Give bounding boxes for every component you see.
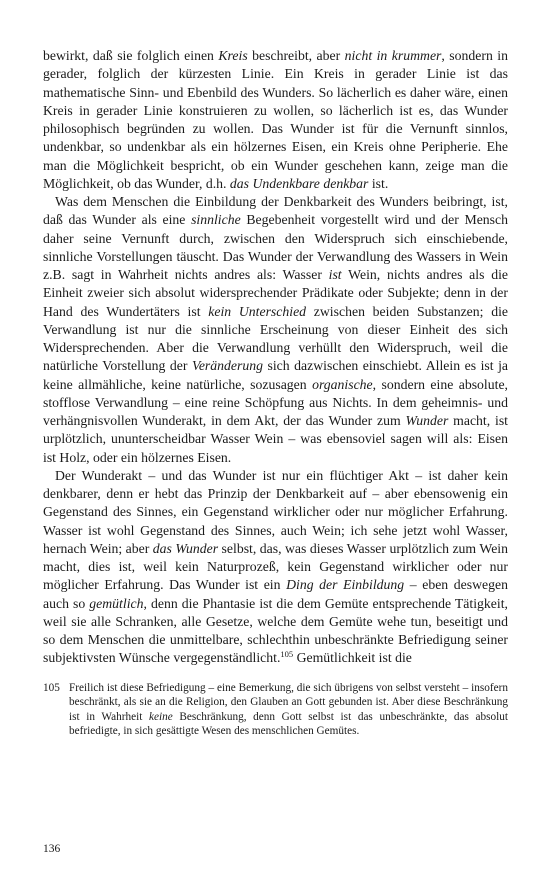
footnote-number: 105	[43, 681, 60, 694]
text-run: Wein, nichts andres als die Einheit zweier sich absolut widersprechender Prädikate oder Subjekte; denn in der Hand des Wundertäters ist	[43, 267, 508, 319]
text-run: Der Wunderakt – und das Wunder ist nur ein flüchtiger Akt – ist daher kein denkbarer, denn er hebt das Prinzip der Denkbarkeit auf – aber ebensowenig ein Gegenstand des Sinnes, ein Gegenstand wirklicher oder nur möglicher Erfahrung. Wasser ist wohl Gegenstand des Sinnes, auch Wein; ich sehe jetzt wohl Wasser, hernach Wein; aber	[43, 467, 508, 556]
text-run: , sondern in gerader, folglich der kürzesten Linie. Ein Kreis in gerader Linie ist das mathematische Sinn- und Ebenbild des Wunders. So lächerlich es daher wäre, einen Kreis in gerader Linie konstruieren zu wollen, so lächerlich ist es, das Wunder philosophisch begründen zu wollen. Das Wunder ist für die Vernunft sinnlos, undenkbar, so undenkbar als ein hölzernes Eisen, ein Kreis ohne Peripherie. Ehe man die Möglichkeit bespricht, ob ein Wunder geschehen kann, zeige man die Möglichkeit, ob das Wunder, d.h.	[43, 48, 508, 191]
text-run: Begebenheit vorgestellt wird und der Mensch daher seine Vernunft durch, zwischen den Widerspruch sich einschiebende, sinnliche Vorstellungen täuscht. Das Wunder der Verwandlung des Wassers in Wein z.B. sagt in Wahrheit nichts andres als: Wasser	[43, 212, 509, 282]
paragraph	[43, 193, 508, 467]
footnote-text	[69, 682, 508, 738]
text-run: macht, ist urplötzlich, ununterscheidbar Wasser Wein – was ebensoviel sagen will als: Eisen ist Holz, oder ein hölzernes Eisen.	[43, 413, 508, 465]
emphasis-text: Ding der Einbildung	[286, 577, 405, 593]
emphasis-text: Kreis	[218, 48, 248, 63]
paragraph	[43, 47, 508, 193]
footnote	[43, 681, 508, 739]
text-run: , denn die Phantasie ist die dem Gemüte entsprechende Tätigkeit, weil sie alle Schranken, alle Gesetze, welche dem Gemüte wehe tun, beseitigt und so dem Menschen die unmittelbare, schlechthin unbeschränkte Befriedigung seiner subjektivsten Wünsche vergegenständlicht.	[43, 595, 508, 666]
emphasis-text: nicht in krummer	[344, 48, 442, 63]
text-run: sich dazwischen einschiebt. Allein es ist ja keine allmähliche, keine natürliche, sozusagen	[43, 358, 508, 392]
text-run: ist.	[368, 175, 389, 191]
text-run: Was dem Menschen die Einbildung der Denkbarkeit des Wunders beibringt, ist, daß das Wunder als eine	[43, 194, 508, 228]
emphasis-text: kein Unterschied	[208, 303, 307, 319]
paragraph	[43, 467, 508, 668]
text-run: – eben deswegen auch so	[43, 577, 508, 611]
text-run: , sondern eine absolute, stofflose Verwandlung – eine reine Schöpfung aus Nichts. In dem geheimnis- und verhängnisvollen Wunderakt, in dem Akt, der das Wunder zum	[43, 376, 508, 428]
main-text	[43, 47, 508, 668]
footnote-ref: 105	[280, 649, 294, 660]
emphasis-text: gemütlich	[89, 595, 144, 611]
text-run: selbst, das, was dieses Wasser urplötzlich zum Wein macht, dies ist, weil kein Naturprozeß, kein Gegenstand wirklicher oder nur möglicher Erfahrung. Das Wunder ist ein	[43, 540, 509, 593]
emphasis-text: sinnliche	[191, 212, 241, 228]
text-run: Freilich ist diese Befriedigung – eine Bemerkung, die sich übrigens von selbst versteht – insofern beschränkt, als sie an die Religion, den Glauben an Gott gebunden ist. Aber diese Beschränkung ist in Wahrheit	[69, 681, 508, 723]
text-run: bewirkt, daß sie folglich einen	[43, 48, 219, 63]
page-body	[43, 47, 508, 739]
text-run: beschreibt, aber	[247, 48, 345, 63]
emphasis-text: organische	[312, 376, 373, 392]
emphasis-text: das Undenkbare denkbar	[229, 175, 369, 191]
text-run: Gemütlichkeit ist die	[293, 650, 412, 666]
emphasis-text: das Wunder	[152, 540, 219, 556]
page-number: 136	[43, 843, 61, 855]
text-run: zwischen beiden Substanzen; die Verwandlung ist nur die sinnliche Erscheinung von dieser Einheit des sich Widersprechenden. Aber die Verwandlung verhüllt den Widerspruch, weil die natürliche Vorstellung der	[43, 303, 508, 374]
text-run: Beschränkung, denn Gott selbst ist das unbeschränkte, das absolut befriedigte, in sich gesättigte Wesen des menschlichen Gemütes.	[69, 710, 508, 737]
emphasis-text: Wunder	[405, 413, 449, 428]
emphasis-text: Veränderung	[191, 358, 263, 374]
emphasis-text: keine	[149, 710, 173, 723]
emphasis-text: ist	[328, 267, 342, 282]
